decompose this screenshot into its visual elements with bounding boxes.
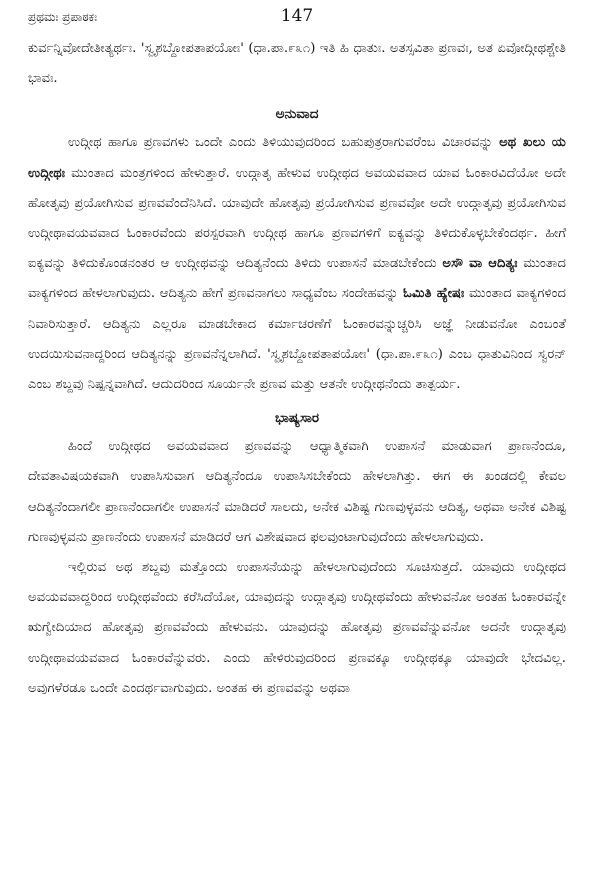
running-title: ಪ್ರಥಮಃ ಪ್ರಪಾಠಕಃ [28,10,98,24]
text-segment: ಮುಂತಾದ ವಾಕ್ಯಗಳಿಂದ ನಿವಾರಿಸುತ್ತಾರೆ. ಆದಿತ್ಯನು ಎಲ್ಲರೂ ಮಾಡಬೇಕಾದ ಕರ್ಮಾಚರಣೆಗೆ ಓಂಕಾರವನ್ನುಚ್ಚರಿಸಿ ಅಜ್ಞೆ ನೀಡುವನೋ ಎಂಬಂತೆ ಉದಯಿಸುವನಾದ್ದರಿಂದ ಆದಿತ್ಯನನ್ನು ಪ್ರಣವನೆನ್ನಲಾಗಿದೆ. 'ಸ್ವೃಶಬ್ದೋಪತಾಪಯೋಃ' (ಧಾ.ಪಾ.೯೩೧) ಎಂಬ ಧಾತುವಿನಿಂದ ಸ್ವರನ್ ಎಂಬ ಶಬ್ದವು ನಿಷ್ಪನ್ನವಾಗಿದೆ. ಆದುದರಿಂದ ಸೂರ್ಯನೇ ಪ್ರಣವ ಮತ್ತು ಆತನೇ ಉದ್ಗೀಥನೆಂದು ತಾತ್ಪರ್ಯ. [28,286,566,393]
section-heading-bhashyasara: ಭಾಷ್ಯಸಾರ [274,410,320,427]
page-number: 147 [280,6,314,26]
text-segment: ಮುಂತಾದ ಮಂತ್ರಗಳಿಂದ ಹೇಳುತ್ತಾರೆ. ಉದ್ಗಾತೃ ಹೇಳುವ ಉದ್ಗೀಥದ ಅವಯವವಾದ ಯಾವ ಓಂಕಾರವಿದೆಯೋ ಅದೇ ಹೋತೃವು ಪ್ರಯೋಗಿಸುವ ಪ್ರಣವವೆಂದೆನಿಸಿದೆ. ಯಾವುದೇ ಹೋತೃವು ಪ್ರಯೋಗಿಸುವ ಪ್ರಣವವೋ ಅದೇ ಉದ್ಗಾತೃವು ಪ್ರಯೋಗಿಸುವ ಉದ್ಗೀಥಾವಯವವಾದ ಓಂಕಾರವೆಂದು ಪರಸ್ಪರವಾಗಿ ಉದ್ಗೀಥ ಹಾಗೂ ಪ್ರಣವಗಳಿಗೆ ಐಕ್ಯವನ್ನು ತಿಳಿದುಕೊಳ್ಳಬೇಕೆಂದರ್ಥ. ಹೀಗೆ ಐಕ್ಯವನ್ನು ತಿಳಿದುಕೊಂಡನಂತರ ಆ ಉದ್ಗೀಥವನ್ನು ಆದಿತ್ಯನೆಂದು ತಿಳಿದು ಉಪಾಸನೆ ಮಾಡಬೇಕೆಂದು [28,165,566,272]
text-segment: ಉದ್ಗೀಥ ಹಾಗೂ ಪ್ರಣವಗಳು ಒಂದೇ ಎಂದು ತಿಳಿಯುವುದರಿಂದ ಬಹುಪುತ್ರರಾಗುವರೆಂಬ ವಿಚಾರವನ್ನು [68,135,500,151]
running-head [28,6,566,34]
quoted-mantra: ಅಸೌ ವಾ ಆದಿತ್ಯಃ [442,256,518,272]
quoted-mantra: ಅಥ ಖಲು ಯ ಉದ್ಗೀಥಃ [28,135,566,181]
commentary-paragraph-1: ಹಿಂದೆ ಉದ್ಗೀಥದ ಅವಯವವಾದ ಪ್ರಣವವನ್ನು ಆಧ್ಯಾತ್ಮಿಕವಾಗಿ ಉಪಾಸನೆ ಮಾಡುವಾಗ ಪ್ರಾಣನೆಂದೂ, ದೇವತಾವಿಷಯಕವಾಗಿ ಉಪಾಸಿಸುವಾಗ ಆದಿತ್ಯನೆಂದೂ ಉಪಾಸಿಸಬೇಕೆಂದು ಹೇಳಲಾಗಿತ್ತು. ಈಗ ಈ ಖಂಡದಲ್ಲಿ ಕೇವಲ ಆದಿತ್ಯನೆಂದಾಗಲೀ ಪ್ರಾಣನೆಂದಾಗಲೀ ಉಪಾಸನೆ ಮಾಡಿದರೆ ಸಾಲದು, ಅನೇಕ ವಿಶಿಷ್ಟ ಗುಣವುಳ್ಳವನು ಆದಿತ್ಯ, ಅಥವಾ ಅನೇಕ ವಿಶಿಷ್ಟ ಗುಣವುಳ್ಳವನು ಪ್ರಾಣನೆಂದು ಉಪಾಸನೆ ಮಾಡಿದರೆ ಆಗ ವಿಶೇಷವಾದ ಫಲವುಂಟಾಗುವುದೆಂದು ಹೇಳಲಾಗುವುದು. [28,439,566,545]
translation-paragraph [28,128,566,400]
commentary-paragraph-2: ಇಲ್ಲಿರುವ ಅಥ ಶಬ್ದವು ಮತ್ತೊಂದು ಉಪಾಸನೆಯನ್ನು ಹೇಳಲಾಗುವುದೆಂದು ಸೂಚಿಸುತ್ತದೆ. ಯಾವುದು ಉದ್ಗೀಥದ ಅವಯವವಾದ್ದರಿಂದ ಉದ್ಗೀಥವೆಂದು ಕರೆಸಿದೆಯೋ, ಯಾವುದನ್ನು ಉದ್ಗಾತೃವು ಉದ್ಗೀಥವೆಂದು ಹೇಳುವನೋ ಅಂತಹ ಓಂಕಾರವನ್ನೇ ಋಗ್ವೇದಿಯಾದ ಹೋತೃವು ಪ್ರಣವವೆಂದು ಹೇಳುವನು. ಯಾವುದನ್ನು ಹೋತೃವು ಪ್ರಣವವೆನ್ನುವನೋ ಅದನೇ ಉದ್ಗಾತೃವು ಉದ್ಗೀಥಾವಯವವಾದ ಓಂಕಾರವೆನ್ನುವರು. ಎಂದು ಹೇಳಿರುವುದರಿಂದ ಪ್ರಣವಕ್ಕೂ ಉದ್ಗೀಥಕ್ಕೂ ಯಾವುದೇ ಭೇದವಿಲ್ಲ. ಅವುಗಳೆರಡೂ ಒಂದೇ ಎಂದರ್ಥವಾಗುವುದು. ಅಂತಹ ಈ ಪ್ರಣವವನ್ನು ಅಥವಾ [28,560,566,696]
section-heading-anuvada: ಅನುವಾದ [275,106,319,123]
text-segment: ಮುಂತಾದ ವಾಕ್ಯಗಳಿಂದ ಹೇಳಲಾಗುವುದು. ಆದಿತ್ಯನು ಹೇಗೆ ಪ್ರಣವನಾಗಲು ಸಾಧ್ಯವೆಂಬ ಸಂದೇಹವನ್ನು [28,256,567,302]
intro-paragraph: ಕುರ್ವನ್ನಿವೋದೇತೀತ್ಯರ್ಥಃ. 'ಸ್ವೃಶಬ್ದೋಪತಾಪಯೋಃ' (ಧಾ.ಪಾ.೯೩೧) ಇತಿ ಹಿ ಧಾತುಃ. ಅತಸ್ಸವಿತಾ ಪ್ರಣವಃ, ಅತ ಏವೋದ್ಗೀಥಶ್ಚೇತಿ ಭಾವಃ. [28,41,566,87]
quoted-mantra: ಓಮಿತಿ ಹ್ಯೇಷಃ [403,286,465,302]
